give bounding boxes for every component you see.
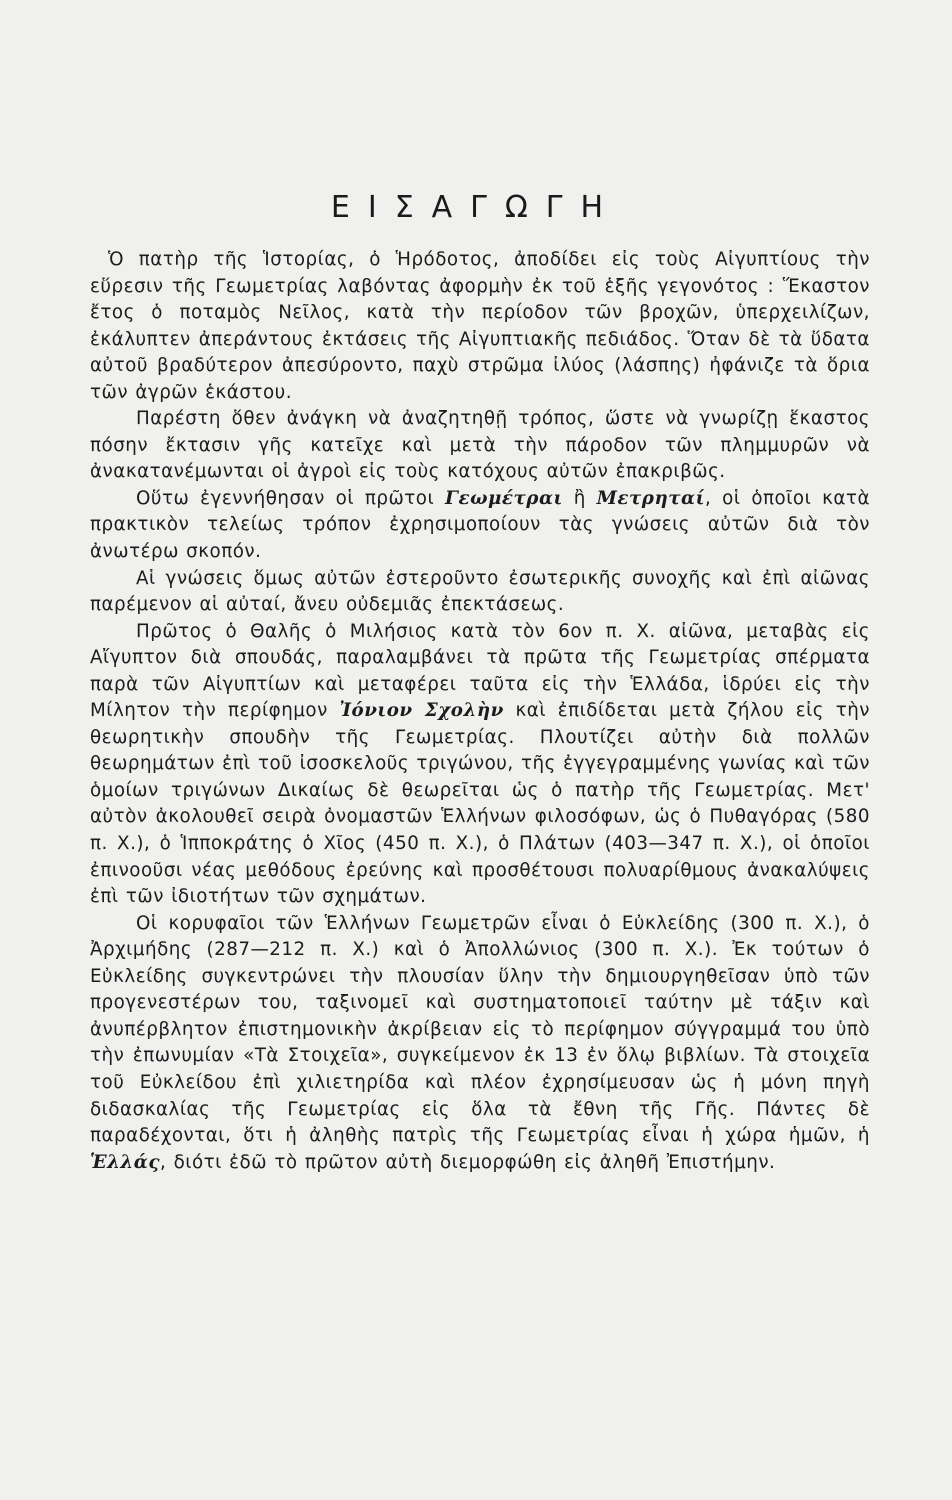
paragraph-text: , διότι ἐδῶ τὸ πρῶτον αὐτὴ διεμορφώθη εἰς ἀληθῆ Ἐπιστήμην. bbox=[159, 1151, 776, 1173]
paragraph-text: ἢ bbox=[562, 487, 597, 509]
paragraph bbox=[90, 911, 870, 1176]
paragraph-text: , οἱ ὁποῖοι κατὰ πρακτικὸν τελείως τρόπον ἐχρησιμοποίουν τὰς γνώσεις αὐτῶν διὰ τὸν ἀνωτέρω σκοπόν. bbox=[90, 487, 870, 563]
paragraph bbox=[90, 247, 870, 406]
paragraph bbox=[90, 566, 870, 619]
paragraph-text: Οἱ κορυφαῖοι τῶν Ἑλλήνων Γεωμετρῶν εἶναι ὁ Εὐκλείδης (300 π. Χ.), ὁ Ἀρχιμήδης (287—212 π. Χ.) καὶ ὁ Ἀπολλώνιος (300 π. Χ.). Ἐκ τούτων ὁ Εὐκλείδης συγκεντρώνει τὴν πλουσίαν ὕλην τὴν δημιουργηθεῖσαν ὑπὸ τῶν προγενεστέρων του, ταξινομεῖ καὶ συστηματοποιεῖ ταύτην μὲ τάξιν καὶ ἀνυπέρβλητον ἐπιστημονικὴν ἀκρίβειαν εἰς τὸ περίφημον σύγγραμμά του ὑπὸ τὴν ἐπωνυμίαν «Τὰ Στοιχεῖα», συγκείμενον ἐκ 13 ἐν ὅλῳ βιβλίων. Τὰ στοιχεῖα τοῦ Εὐκλείδου ἐπὶ χιλιετηρίδα καὶ πλέον ἐχρησίμευσαν ὡς ἡ μόνη πηγὴ διδασκαλίας τῆς Γεωμετρίας εἰς ὅλα τὰ ἔθνη τῆς Γῆς. Πάντες δὲ παραδέχονται, ὅτι ἡ ἀληθὴς πατρὶς τῆς Γεωμετρίας εἶναι ἡ χώρα ἡμῶν, ἡ bbox=[90, 912, 870, 1147]
paragraph bbox=[90, 619, 870, 911]
paragraph-text: καὶ ἐπιδίδεται μετὰ ζήλου εἰς τὴν θεωρητικὴν σπουδὴν τῆς Γεωμετρίας. Πλουτίζει αὐτὴν διὰ πολλῶν θεωρημάτων ἐπὶ τοῦ ἰσοσκελοῦς τριγώνου, τῆς ἐγγεγραμμένης γωνίας καὶ τῶν ὁμοίων τριγώνων Δικαίως δὲ θεωρεῖται ὡς ὁ πατὴρ τῆς Γεωμετρίας. Μετ' αὐτὸν ἀκολουθεῖ σειρὰ ὀνομαστῶν Ἑλλήνων φιλοσόφων, ὡς ὁ Πυθαγόρας (580 π. Χ.), ὁ Ἱπποκράτης ὁ Χῖος (450 π. Χ.), ὁ Πλάτων (403—347 π. Χ.), οἱ ὁποῖοι ἐπινοοῦσι νέας μεθόδους ἐρεύνης καὶ προσθέτουσι πολυαρίθμους ἀνακαλύψεις ἐπὶ τῶν ἰδιοτήτων τῶν σχημάτων. bbox=[90, 700, 871, 908]
paragraph-text: Ὁ πατὴρ τῆς Ἱστορίας, ὁ Ἡρόδοτος, ἀποδίδει εἰς τοὺς Αἰγυπτίους τὴν εὕρεσιν τῆς Γεωμετρίας λαβόντας ἀφορμὴν ἐκ τοῦ ἑξῆς γεγονότος : Ἕκαστον ἔτος ὁ ποταμὸς Νεῖλος, κατὰ τὴν περίοδον τῶν βροχῶν, ὑπερχειλίζων, ἐκάλυπτεν ἀπεράντους ἐκτάσεις τῆς Αἰγυπτιακῆς πεδιάδος. Ὅταν δὲ τὰ ὕδατα αὐτοῦ βραδύτερον ἀπεσύροντο, παχὺ στρῶμα ἰλύος (λάσπης) ἠφάνιζε τὰ ὅρια τῶν ἀγρῶν ἑκάστου. bbox=[90, 249, 870, 403]
body-text bbox=[90, 247, 870, 1176]
emphasized-term: Ἰόνιον Σχολὴν bbox=[339, 700, 504, 722]
paragraph bbox=[90, 406, 870, 486]
page-title: ΕΙΣΑΓΩΓΗ bbox=[330, 190, 622, 226]
emphasized-term: Γεωμέτραι bbox=[445, 487, 563, 509]
paragraph-text: Παρέστη ὅθεν ἀνάγκη νὰ ἀναζητηθῇ τρόπος, ὥστε νὰ γνωρίζῃ ἕκαστος πόσην ἔκτασιν γῆς κατεῖχε καὶ μετὰ τὴν πάροδον τῶν πλημμυρῶν νὰ ἀνακατανέμωνται οἱ ἀγροὶ εἰς τοὺς κατόχους αὐτῶν ἐπακριβῶς. bbox=[90, 408, 870, 483]
paragraph-text: Αἱ γνώσεις ὅμως αὐτῶν ἐστεροῦντο ἐσωτερικῆς συνοχῆς καὶ ἐπὶ αἰῶνας παρέμενον αἱ αὐταί, ἄνευ οὐδεμιᾶς ἐπεκτάσεως. bbox=[90, 567, 870, 616]
paragraph bbox=[90, 486, 870, 566]
emphasized-term: Ἑλλάς bbox=[90, 1151, 160, 1173]
emphasized-term: Μετρηταί bbox=[596, 487, 705, 509]
paragraph-text: Οὕτω ἐγεννήθησαν οἱ πρῶτοι bbox=[136, 487, 446, 509]
paragraph-text: Πρῶτος ὁ Θαλῆς ὁ Μιλήσιος κατὰ τὸν 6ον π. Χ. αἰῶνα, μεταβὰς εἰς Αἴγυπτον διὰ σπουδάς, παραλαμβάνει τὰ πρῶτα τῆς Γεωμετρίας σπέρματα παρὰ τῶν Αἰγυπτίων καὶ μεταφέρει ταῦτα εἰς τὴν Ἑλλάδα, ἱδρύει εἰς τὴν Μίλητον τὴν περίφημον bbox=[90, 620, 870, 722]
